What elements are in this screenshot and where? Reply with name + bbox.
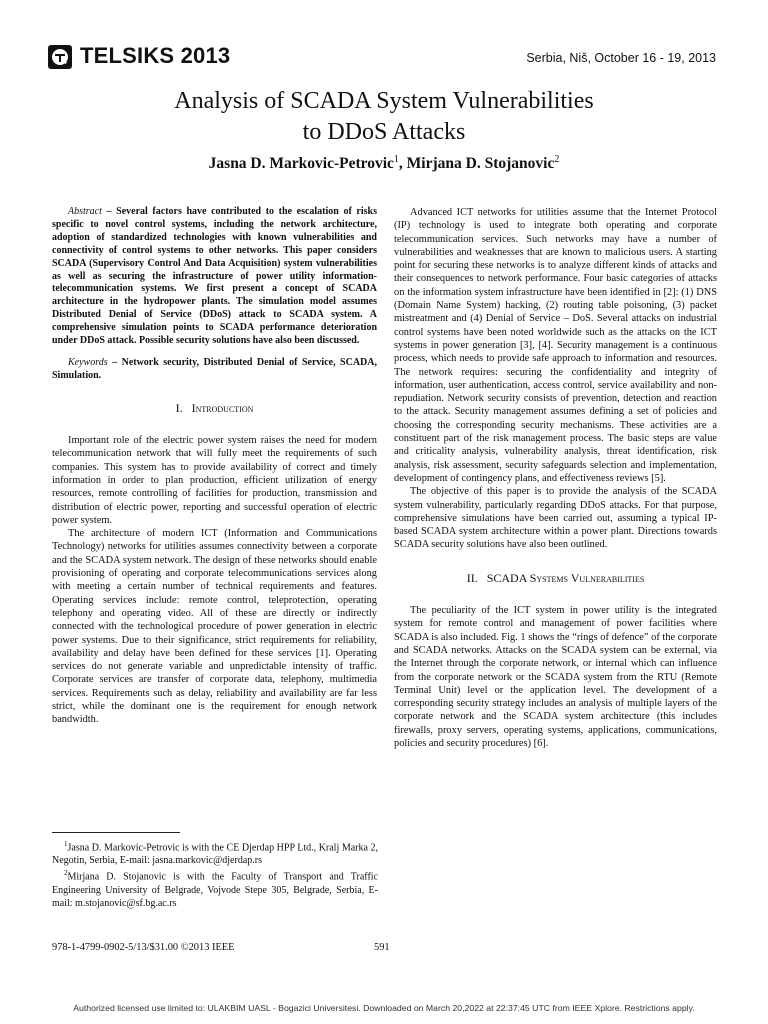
right-paragraph-1: Advanced ICT networks for utilities assume that the Internet Protocol (IP) technology is used to integrate both operating and corporate telecommunication services. Such networks may have a number of vulnerabilities and weaknesses that are known to malicious users. A starting point for securing these networks is to analyze different kinds of attacks and their consequences to network performance. Four basic categories of attacks on the information system infrastructure have been identified in [2]: (1) DNS (Domain Name System) hacking, (2) routing table poisoning, (3) packet mistreatment and (4) Denial of Service – DoS. Several attacks on industrial control systems have been noted worldwide such as the attacks on the ICT systems in power generation [3], [4]. Security management is a continuous process, which needs to provide safe approach to information and resources. The network requires: securing the confidentiality and integrity of information, user authentication, access control, service availability and non-repudiation. Network security consists of prevention, detection and reaction to the attack. Security management assumes defining a set of policies and choosing the corresponding security mechanisms. These activities are a constituent part of the risk management process. The basic steps are value and criticality analysis, vulnerability analysis, threat identification, risk analysis, risk assessment, security safeguards selection and implementation, development of contingency plans, and effectiveness reviews [5]. bbox=[394, 207, 717, 484]
footnote-2 bbox=[52, 867, 378, 909]
author-2-mark: 2 bbox=[554, 154, 560, 165]
abstract-label: Abstract bbox=[68, 206, 102, 217]
abstract bbox=[52, 206, 377, 348]
page-header bbox=[48, 44, 716, 74]
section-2-title: SCADA Systems Vulnerabilities bbox=[486, 570, 645, 585]
section-2-paragraph-1: The peculiarity of the ICT system in power utility is the integrated system for remote control and management of power facilities where SCADA is also included. Fig. 1 shows the “rings of defence” of the corporate and SCADA networks. Attacks on the SCADA system can be external, via the Internet through the corporate network, or internal which can influence from the corporate network or the SCADA system from the RTU (Remote Terminal Unit) level or the application level. The development of a corresponding security strategy includes an analysis of multiple layers of the corporate network and the SCADA system architecture (this includes firewalls, proxy servers, operating systems, applications, communications, policies and security procedures) [6]. bbox=[394, 605, 717, 749]
intro-paragraph-2: The architecture of modern ICT (Information and Communications Technology) networks for utilities assumes connectivity between a corporate and the SCADA system network. The design of these networks should enable provisioning of operating and corporate telecommunications services along with meeting a certain number of technical requirements and features. Operating services include: remote control, teleprotection, operating telephony and operating video. All of these are directly or indirectly connected with the technological procedure of power generation in electric power systems. Due to their significance, strict requirements for reliability, availability and delay have been defined for these services [1]. Operating services do not generate variable and unpredictable intensity of traffic. Corporate services are transfer of corporate data, telephony, multimedia services. Requirements such as delay, reliability and availability are far less strict, while the dominant one is the requirement for enough network bandwidth. bbox=[52, 528, 377, 726]
intro-paragraph-1: Important role of the electric power system raises the need for modern telecommunication network that will fully meet the requirements of such companies. This system has to provide availability of correct and timely information in order to plan production, efficient utilization of energy resources, remote controlling of facilities for production, transmission and distribution of electric power, reporting and successful operation of electric power system. bbox=[52, 435, 377, 526]
page-number: 591 bbox=[374, 942, 390, 953]
footnote-rule bbox=[52, 832, 180, 833]
license-notice: Authorized licensed use limited to: ULAKBIM UASL - Bogazici Universitesi. Downloaded on March 20,2022 at 22:37:45 UTC from IEEE Xplore. Restrictions apply. bbox=[73, 1003, 695, 1013]
author-1: Jasna D. Markovic-Petrovic bbox=[208, 155, 394, 173]
right-paragraph-2: The objective of this paper is to provide the analysis of the SCADA system vulnerability, particularly regarding DDoS attacks. For that purpose, comprehensive simulations have been carried out, assuming a typical IP-based SCADA system architecture within a power plant. Directions towards SCADA security solutions have also been outlined. bbox=[394, 486, 717, 551]
title-line-2: to DDoS Attacks bbox=[302, 119, 466, 145]
section-1-number: I. bbox=[175, 400, 183, 415]
abstract-dash: – bbox=[101, 206, 117, 217]
isbn-copyright: 978-1-4799-0902-5/13/$31.00 ©2013 IEEE bbox=[52, 942, 235, 953]
left-column bbox=[52, 206, 377, 727]
footnotes bbox=[52, 838, 378, 910]
footnote-1-mark: 1 bbox=[64, 840, 68, 848]
author-list bbox=[60, 154, 708, 173]
telsiks-logo-icon bbox=[48, 45, 72, 69]
abstract-text: Several factors have contributed to the escalation of risks specific to novel control systems, including the network architecture, adoption of standardized technologies with known vulnerabilities and connectivity of control systems to other networks. This paper considers SCADA (Supervisory Control And Data Acquisition) system vulnerabilities as well as securing the infrastructure of power utility information-telecommunication systems. We first present a concept of SCADA architecture in the hydropower plants. The simulation model assumes Distributed Denial of Service (DDoS) attack to SCADA system. A comprehensive simulation points to SCADA performance deterioration under DDoS attack. Possible security solutions have also been discussed. bbox=[52, 206, 377, 347]
paper-title bbox=[60, 86, 708, 148]
footnote-1 bbox=[52, 838, 378, 867]
conference-name: TELSIKS 2013 bbox=[80, 43, 231, 68]
footnote-2-text: Mirjana D. Stojanovic is with the Faculty of Transport and Traffic Engineering University of Belgrade, Vojvode Stepe 305, Belgrade, Serbia, E-mail: m.stojanovic@sf.bg.ac.rs bbox=[52, 871, 378, 909]
author-1-mark: 1 bbox=[393, 154, 399, 165]
footnote-2-mark: 2 bbox=[64, 869, 68, 878]
keywords bbox=[52, 357, 377, 383]
section-heading-introduction bbox=[52, 402, 377, 415]
title-line-1: Analysis of SCADA System Vulnerabilities bbox=[174, 88, 594, 114]
section-2-number: II. bbox=[466, 570, 478, 585]
author-2: Mirjana D. Stojanovic bbox=[406, 155, 555, 173]
keywords-text: Network security, Distributed Denial of Service, SCADA, Simulation. bbox=[52, 356, 377, 381]
keywords-label: Keywords bbox=[68, 356, 108, 368]
section-1-title: Introduction bbox=[191, 400, 254, 415]
author-separator: , bbox=[398, 155, 407, 173]
conference-place-date: Serbia, Niš, October 16 - 19, 2013 bbox=[526, 51, 716, 65]
keywords-dash: – bbox=[107, 356, 122, 368]
right-column bbox=[394, 206, 717, 750]
section-heading-scada-vulnerabilities bbox=[394, 572, 717, 585]
footnote-1-text: Jasna D. Markovic-Petrovic is with the CE Djerdap HPP Ltd., Kralj Marka 2, Negotin, Serbia, E-mail: jasna.markovic@djerdap.rs bbox=[52, 842, 378, 867]
